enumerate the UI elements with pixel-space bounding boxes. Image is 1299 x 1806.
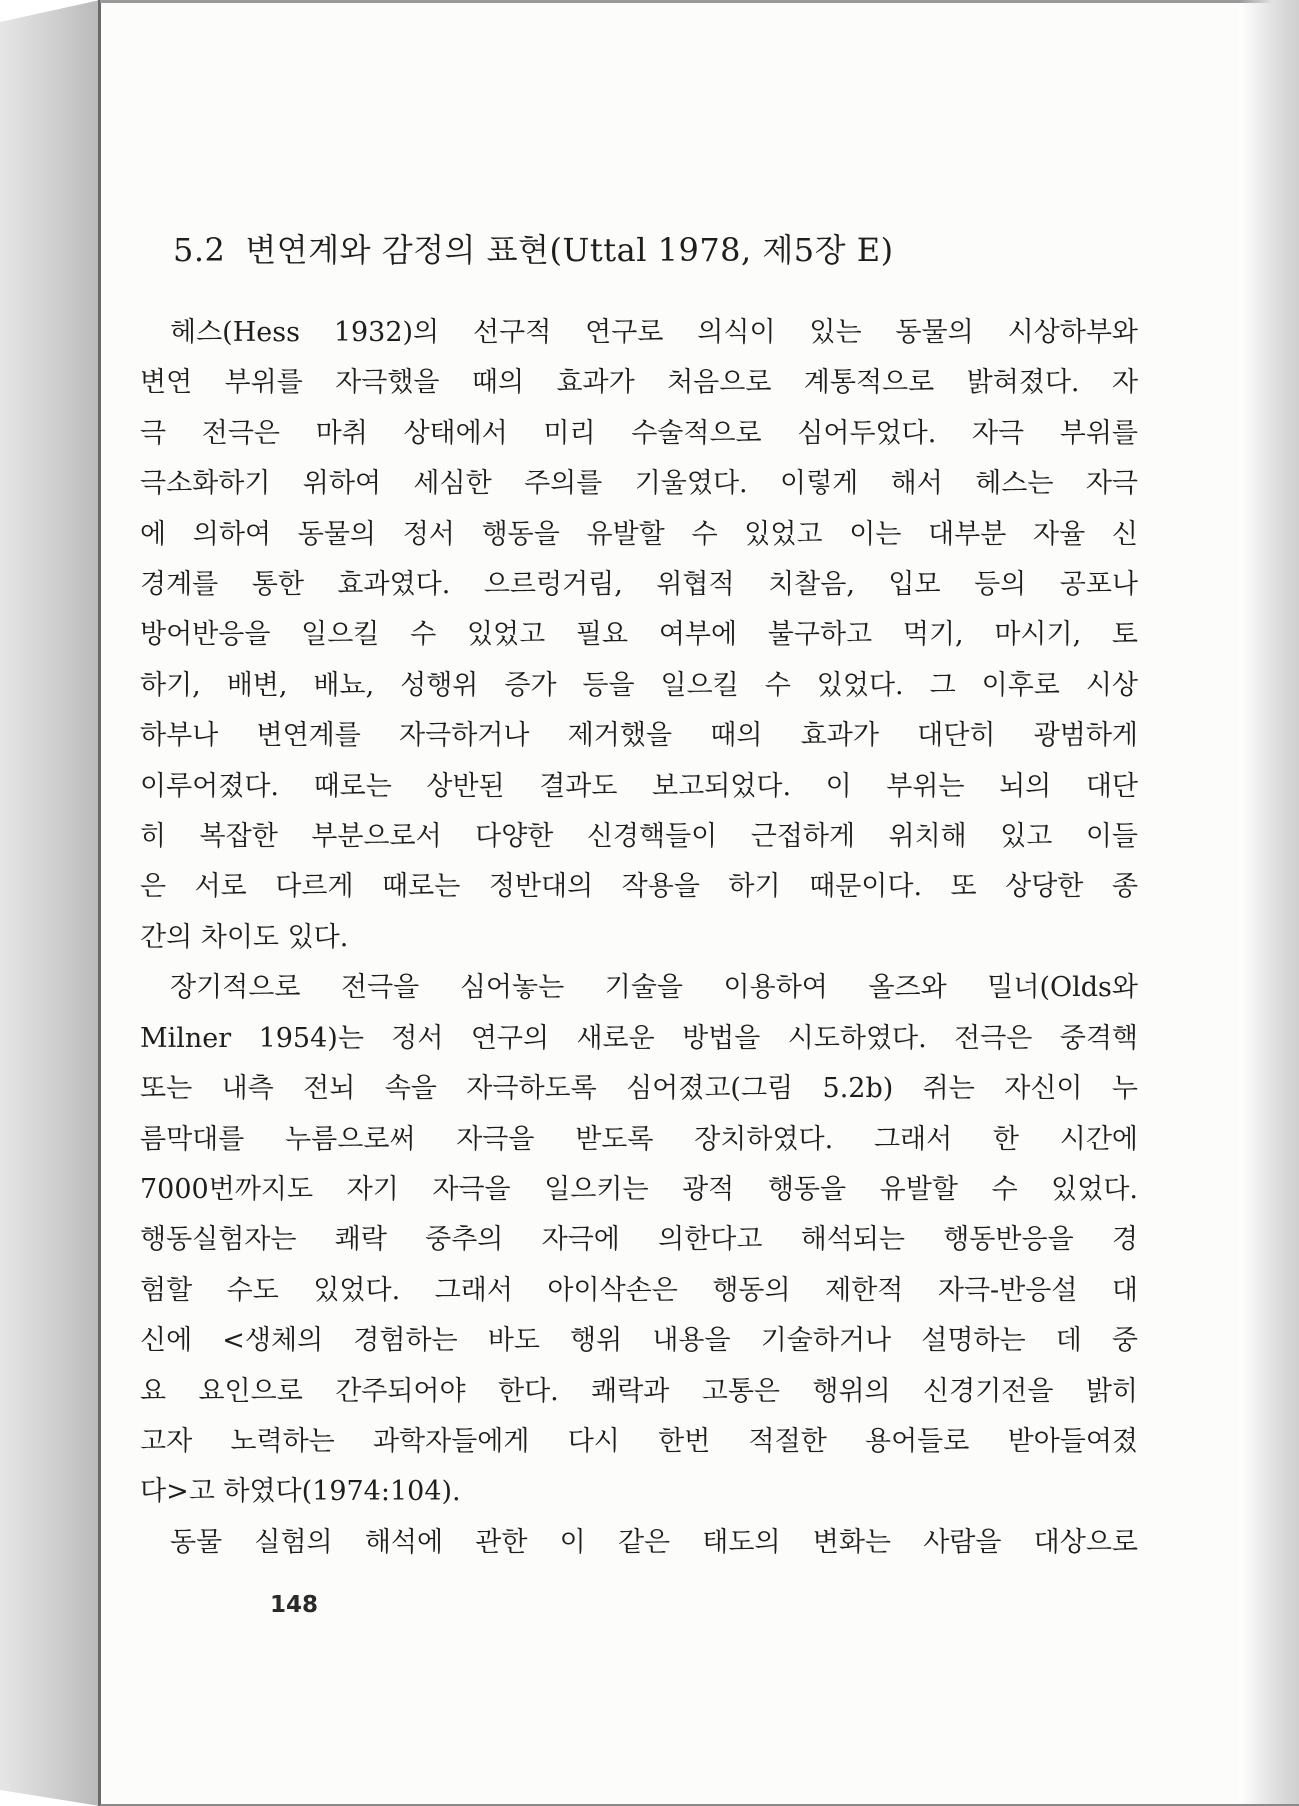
text-line: 또는 내측 전뇌 속을 자극하도록 심어졌고(그림 5.2b) 쥐는 자신이 누	[140, 1073, 1138, 1105]
text-line: 히 복잡한 부분으로서 다양한 신경핵들이 근접하게 위치해 있고 이들	[140, 821, 1138, 853]
text-line: 험할 수도 있었다. 그래서 아이삭손은 행동의 제한적 자극-반응설 대	[140, 1274, 1138, 1306]
text-line: 하부나 변연계를 자극하거나 제거했을 때의 효과가 대단히 광범하게	[140, 720, 1138, 752]
text-line: 변연 부위를 자극했을 때의 효과가 처음으로 계통적으로 밝혀졌다. 자	[140, 367, 1138, 399]
page-content	[140, 228, 1138, 1568]
text-line: 이루어졌다. 때로는 상반된 결과도 보고되었다. 이 부위는 뇌의 대단	[140, 770, 1138, 802]
text-line: 름막대를 누름으로써 자극을 받도록 장치하였다. 그래서 한 시간에	[140, 1123, 1138, 1155]
text-line: 방어반응을 일으킬 수 있었고 필요 여부에 불구하고 먹기, 마시기, 토	[140, 619, 1138, 651]
section-number: 5.2	[173, 231, 226, 269]
text-line: 헤스(Hess 1932)의 선구적 연구로 의식이 있는 동물의 시상하부와	[170, 317, 1138, 348]
text-line: 고자 노력하는 과학자들에게 다시 한번 적절한 용어들로 받아들여졌	[140, 1425, 1138, 1457]
book-spine-side	[0, 0, 100, 1806]
text-line: 하기, 배변, 배뇨, 성행위 증가 등을 일으킬 수 있었다. 그 이후로 시상	[140, 669, 1138, 701]
page-right-shadow	[1239, 0, 1299, 1806]
page-number: 148	[270, 1592, 319, 1618]
text-line: 극소화하기 위하여 세심한 주의를 기울였다. 이렇게 해서 헤스는 자극	[140, 468, 1138, 500]
text-line: 동물 실험의 해석에 관한 이 같은 태도의 변화는 사람을 대상으로	[170, 1526, 1138, 1558]
text-line: 에 의하여 동물의 정서 행동을 유발할 수 있었고 이는 대부분 자율 신	[140, 518, 1138, 550]
text-line: Milner 1954)는 정서 연구의 새로운 방법을 시도하였다. 전극은 중격핵	[140, 1022, 1138, 1054]
section-title: 변연계와 감정의 표현(Uttal 1978, 제5장 E)	[245, 231, 894, 269]
text-line: 요 요인으로 간주되어야 한다. 쾌락과 고통은 행위의 신경기전을 밝히	[140, 1375, 1138, 1407]
text-line: 은 서로 다르게 때로는 정반대의 작용을 하기 때문이다. 또 상당한 종	[140, 871, 1138, 903]
paragraph-2	[140, 963, 1138, 1517]
section-heading	[173, 228, 1138, 272]
text-line: 경계를 통한 효과였다. 으르렁거림, 위협적 치찰음, 입모 등의 공포나	[140, 569, 1138, 601]
text-line: 다>고 하였다(1974:104).	[140, 1476, 461, 1508]
text-line: 7000번까지도 자기 자극을 일으키는 광적 행동을 유발할 수 있었다.	[140, 1173, 1138, 1205]
text-line: 간의 차이도 있다.	[140, 921, 349, 953]
text-line: 행동실험자는 쾌락 중추의 자극에 의한다고 해석되는 행동반응을 경	[140, 1224, 1138, 1256]
text-line: 극 전극은 마취 상태에서 미리 수술적으로 심어두었다. 자극 부위를	[140, 417, 1138, 449]
paragraph-1	[140, 308, 1138, 963]
paragraph-3	[140, 1518, 1138, 1568]
text-line: 신에 <생체의 경험하는 바도 행위 내용을 기술하거나 설명하는 데 중	[140, 1325, 1138, 1357]
text-line: 장기적으로 전극을 심어놓는 기술을 이용하여 올즈와 밀너(Olds와	[170, 972, 1138, 1004]
